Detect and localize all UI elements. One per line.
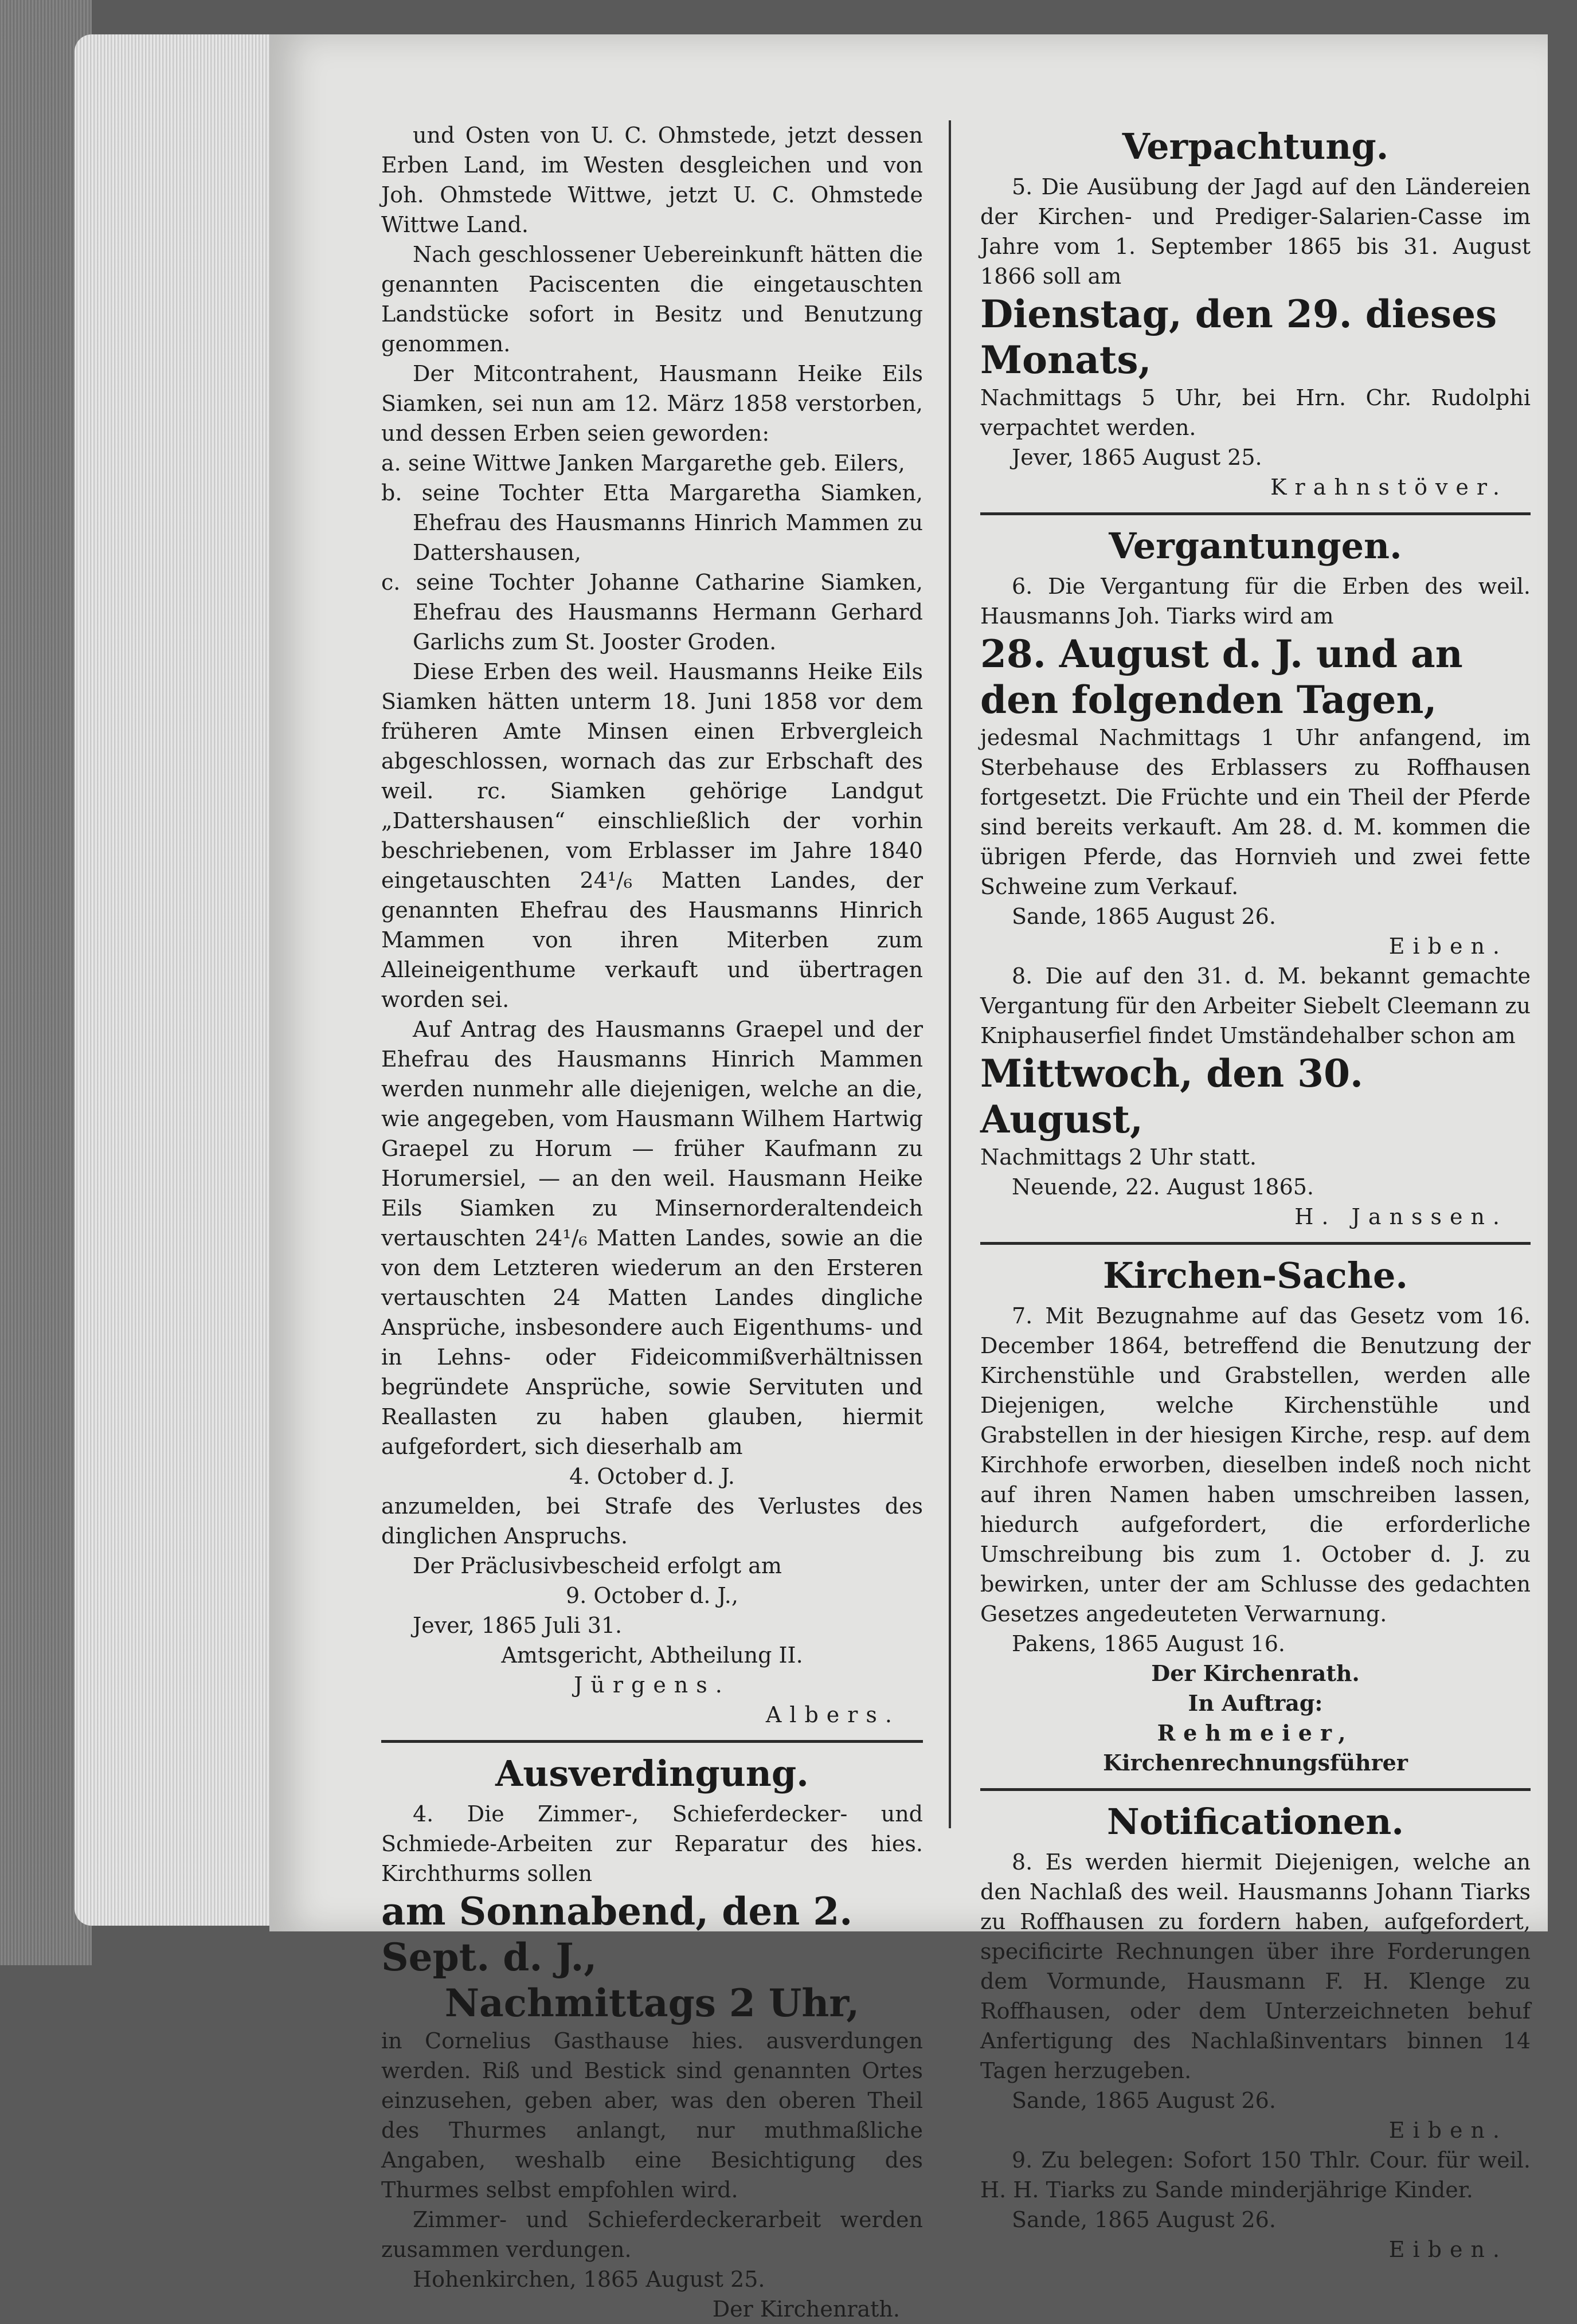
body-paragraph-2: Auf Antrag des Hausmanns Graepel und der Ehefrau des Hausmanns Hinrich Mammen werden nunmehr alle diejenigen, welche an die, wie angegeben, vom Hausmann Wilhem Hartwig Graepel zu Horum — früher Kaufmann zu Horumersiel, — an den weil. Hausmann Heike Eils Siamken zu Minsernorderaltendeich vertauschten 24¹/₆ Matten Landes, sowie an die von dem Letzteren wiederum an den Ersteren vertauschten 24 Matten Landes dingliche Ansprüche, insbesondere auch Eigenthums- und in Lehns- oder Fideicommißverhältnissen begründete Ansprüche, sowie Servituten und Reallasten zu haben glauben, hiermit aufgefordert, sich dieserhalb am xyxy=(381,1017,923,1459)
notification-9-signature: Eiben. xyxy=(1388,2237,1508,2262)
heading-kirchen-sache: Kirchen-Sache. xyxy=(1103,1255,1408,1296)
place-date: Jever, 1865 Juli 31. xyxy=(413,1613,623,1638)
vergantung-6-date: 28. August d. J. und an den folgenden Tagen, xyxy=(980,632,1463,722)
kirchen-signature-1: Der Kirchenrath. xyxy=(1151,1660,1360,1686)
body-paragraph-4: Der Präclusivbescheid erfolgt am xyxy=(413,1553,782,1578)
heading-vergantungen: Vergantungen. xyxy=(1109,525,1402,567)
vergantung-8-text: 8. Die auf den 31. d. M. bekannt gemachte Vergantung für den Arbeiter Siebelt Cleemann zu Kniphauserfiel findet Umständehalber schon am xyxy=(980,963,1531,1048)
verpachtung-text-2: Nachmittags 5 Uhr, bei Hrn. Chr. Rudolphi verpachtet werden. xyxy=(980,385,1531,440)
heading-ausverdingung: Ausverdingung. xyxy=(495,1753,809,1794)
ausverdingung-text: 4. Die Zimmer-, Schieferdecker- und Schmiede-Arbeiten zur Reparatur des hies. Kirchthurms sollen xyxy=(381,1801,923,1886)
notification-9-place: Sande, 1865 August 26. xyxy=(1012,2207,1276,2232)
notification-8-place: Sande, 1865 August 26. xyxy=(1012,2088,1276,2113)
column-divider xyxy=(949,120,951,1828)
body-paragraph-3: anzumelden, bei Strafe des Verlustes des dinglichen Anspruchs. xyxy=(381,1494,923,1549)
intro-paragraph-3: Der Mitcontrahent, Hausmann Heike Eils Siamken, sei nun am 12. März 1858 verstorben, und dessen Erben seien geworden: xyxy=(381,361,923,446)
heir-c: c. seine Tochter Johanne Catharine Siamken, Ehefrau des Hausmanns Hermann Gerhard Garlichs zum St. Jooster Groden. xyxy=(381,570,923,655)
kirchen-place: Pakens, 1865 August 16. xyxy=(1012,1631,1285,1656)
section-rule xyxy=(980,1242,1531,1245)
verpachtung-signature: Krahnstöver. xyxy=(1270,475,1508,500)
left-column xyxy=(381,120,923,2324)
heir-b: b. seine Tochter Etta Margaretha Siamken, Ehefrau des Hausmanns Hinrich Mammen zu Dattershausen, xyxy=(381,480,923,565)
signature-juergens: Jürgens. xyxy=(574,1672,730,1698)
right-column xyxy=(980,120,1531,2264)
kirchen-signature-4: Kirchenrechnungsführer xyxy=(1103,1750,1408,1776)
section-rule xyxy=(381,1740,923,1743)
page-stack xyxy=(75,34,269,1926)
ausverdingung-time: Nachmittags 2 Uhr, xyxy=(444,1981,860,2025)
intro-paragraph-1: und Osten von U. C. Ohmstede, jetzt dessen Erben Land, im Westen desgleichen und von Joh. Ohmstede Wittwe, jetzt U. C. Ohmstede Wittwe Land. xyxy=(381,123,923,237)
notification-8-signature: Eiben. xyxy=(1388,2118,1508,2143)
vergantung-6-text: 6. Die Vergantung für die Erben des weil. Hausmanns Joh. Tiarks wird am xyxy=(980,574,1531,629)
vergantung-6-place: Sande, 1865 August 26. xyxy=(1012,904,1276,929)
kirchen-signature-3: Rehmeier, xyxy=(1157,1720,1354,1746)
ausverdingung-place: Hohenkirchen, 1865 August 25. xyxy=(413,2267,765,2292)
heir-a: a. seine Wittwe Janken Margarethe geb. Eilers, xyxy=(381,450,905,476)
verpachtung-text: 5. Die Ausübung der Jagd auf den Ländereien der Kirchen- und Prediger-Salarien-Casse im Jahre vom 1. September 1865 bis 31. August 1866 soll am xyxy=(980,174,1531,289)
vergantung-8-text-2: Nachmittags 2 Uhr statt. xyxy=(980,1145,1257,1170)
vergantung-8-date: Mittwoch, den 30. August, xyxy=(980,1051,1363,1142)
newspaper-page xyxy=(269,34,1548,2322)
kirchen-signature-2: In Auftrag: xyxy=(1188,1690,1323,1716)
vergantung-6-text-2: jedesmal Nachmittags 1 Uhr anfangend, im Sterbehause des Erblassers zu Roffhausen fortgesetzt. Die Früchte und ein Theil der Pferde sind bereits verkauft. Am 28. d. M. kommen die übrigen Pferde, das Hornvieh und zwei fette Schweine zum Verkauf. xyxy=(980,725,1531,899)
notification-8-text: 8. Es werden hiermit Diejenigen, welche an den Nachlaß des weil. Hausmanns Johann Tiarks zu Roffhausen zu fordern haben, aufgefordert, specificirte Rechnungen über ihre Forderungen dem Vormunde, Hausmann F. H. Klenge zu Roffhausen, oder dem Unterzeichneten behuf Anfertigung des Nachlaßinventars binnen 14 Tagen herzugeben. xyxy=(980,1849,1531,2083)
signature-albers: Albers. xyxy=(765,1702,900,1727)
section-rule xyxy=(980,512,1531,515)
ausverdingung-signature: Der Kirchenrath. xyxy=(712,2296,900,2322)
ausverdingung-text-2: in Cornelius Gasthause hies. ausverdungen werden. Riß und Bestick sind genannten Ortes einzusehen, geben aber, was den oberen Theil des Thurmes anlangt, nur muthmaßliche Angaben, weshalb eine Besichtigung des Thurmes selbst empfohlen wird. xyxy=(381,2028,923,2202)
deadline-date: 4. October d. J. xyxy=(569,1464,735,1489)
vergantung-8-signature: H. Janssen. xyxy=(1294,1204,1508,1229)
decision-date: 9. October d. J., xyxy=(566,1583,738,1608)
ausverdingung-text-3: Zimmer- und Schieferdeckerarbeit werden zusammen verdungen. xyxy=(381,2207,923,2262)
vergantung-8-place: Neuende, 22. August 1865. xyxy=(1012,1174,1314,1200)
heading-notificationen: Notificationen. xyxy=(1107,1801,1404,1843)
body-paragraph-1: Diese Erben des weil. Hausmanns Heike Eils Siamken hätten unterm 18. Juni 1858 vor dem früheren Amte Minsen einen Erbvergleich abgeschlossen, wornach das zur Erbschaft des weil. rc. Siamken gehörige Landgut „Dattershausen“ einschließlich der vorhin beschriebenen, vom Erblasser im Jahre 1840 eingetauschten 24¹/₆ Matten Landes, der genannten Ehefrau des Hausmanns Hinrich Mammen von ihren Miterben zum Alleineigenthume verkauft und übertragen worden sei. xyxy=(381,659,923,1012)
ausverdingung-date: am Sonnabend, den 2. Sept. d. J., xyxy=(381,1889,853,1980)
heading-verpachtung: Verpachtung. xyxy=(1122,126,1389,167)
vergantung-6-signature: Eiben. xyxy=(1388,934,1508,959)
section-rule xyxy=(980,1788,1531,1791)
verpachtung-place: Jever, 1865 August 25. xyxy=(1012,445,1262,470)
notification-9-text: 9. Zu belegen: Sofort 150 Thlr. Cour. für weil. H. H. Tiarks zu Sande minderjährige Kinder. xyxy=(980,2147,1531,2202)
intro-paragraph-2: Nach geschlossener Uebereinkunft hätten die genannten Paciscenten die eingetauschten Landstücke sofort in Besitz und Benutzung genommen. xyxy=(381,242,923,356)
kirchen-text: 7. Mit Bezugnahme auf das Gesetz vom 16. December 1864, betreffend die Benutzung der Kirchenstühle und Grabstellen, werden alle Diejenigen, welche Kirchenstühle und Grabstellen in der hiesigen Kirche, resp. auf dem Kirchhofe erworben, dieselben indeß noch nicht auf ihren Namen haben umschreiben lassen, hiedurch aufgefordert, die erforderliche Umschreibung bis zum 1. October d. J. zu bewirken, unter der am Schlusse des gedachten Gesetzes angedeuteten Verwarnung. xyxy=(980,1303,1531,1627)
verpachtung-date: Dienstag, den 29. dieses Monats, xyxy=(980,292,1497,382)
court-name: Amtsgericht, Abtheilung II. xyxy=(501,1643,803,1668)
